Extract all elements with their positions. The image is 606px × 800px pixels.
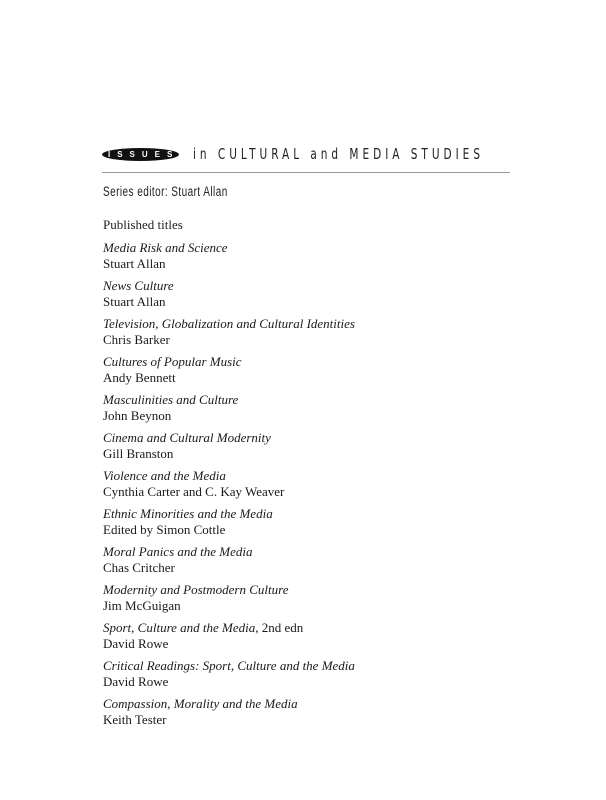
series-title: in CULTURAL and MEDIA STUDIES xyxy=(193,145,485,163)
published-titles-heading: Published titles xyxy=(103,217,183,232)
book-title: News Culture xyxy=(103,278,174,293)
book-author: Andy Bennett xyxy=(103,370,176,385)
list-item xyxy=(103,544,355,582)
book-author: Gill Branston xyxy=(103,446,174,461)
book-author: John Beynon xyxy=(103,408,172,423)
list-item xyxy=(103,240,355,278)
list-item xyxy=(103,620,355,658)
book-author: Cynthia Carter and C. Kay Weaver xyxy=(103,484,285,499)
issues-badge: ISSUES xyxy=(102,148,179,161)
list-item xyxy=(103,392,355,430)
book-title: Television, Globalization and Cultural Identities xyxy=(103,316,355,331)
book-title: Moral Panics and the Media xyxy=(103,544,253,559)
list-item xyxy=(103,278,355,316)
list-item xyxy=(103,430,355,468)
book-author: Chris Barker xyxy=(103,332,170,347)
book-author: Stuart Allan xyxy=(103,294,166,309)
published-titles-list xyxy=(103,240,355,734)
book-title: Cinema and Cultural Modernity xyxy=(103,430,271,445)
book-author: Keith Tester xyxy=(103,712,167,727)
book-title: Ethnic Minorities and the Media xyxy=(103,506,273,521)
book-author: Stuart Allan xyxy=(103,256,166,271)
book-title: Modernity and Postmodern Culture xyxy=(103,582,289,597)
list-item xyxy=(103,506,355,544)
book-title: Compassion, Morality and the Media xyxy=(103,696,298,711)
book-author: David Rowe xyxy=(103,674,169,689)
book-author: Edited by Simon Cottle xyxy=(103,522,226,537)
book-title: Violence and the Media xyxy=(103,468,226,483)
list-item xyxy=(103,696,355,734)
series-banner xyxy=(102,142,510,166)
book-author: Chas Critcher xyxy=(103,560,175,575)
book-title: Masculinities and Culture xyxy=(103,392,239,407)
list-item xyxy=(103,354,355,392)
list-item xyxy=(103,316,355,354)
list-item xyxy=(103,658,355,696)
book-author: Jim McGuigan xyxy=(103,598,181,613)
book-author: David Rowe xyxy=(103,636,169,651)
book-title: Media Risk and Science xyxy=(103,240,228,255)
list-item xyxy=(103,468,355,506)
book-title: Cultures of Popular Music xyxy=(103,354,242,369)
header-divider xyxy=(102,172,510,173)
book-title: Critical Readings: Sport, Culture and the Media xyxy=(103,658,355,673)
list-item xyxy=(103,582,355,620)
series-editor: Series editor: Stuart Allan xyxy=(103,184,228,199)
book-title: Sport, Culture and the Media, 2nd edn xyxy=(103,620,304,635)
